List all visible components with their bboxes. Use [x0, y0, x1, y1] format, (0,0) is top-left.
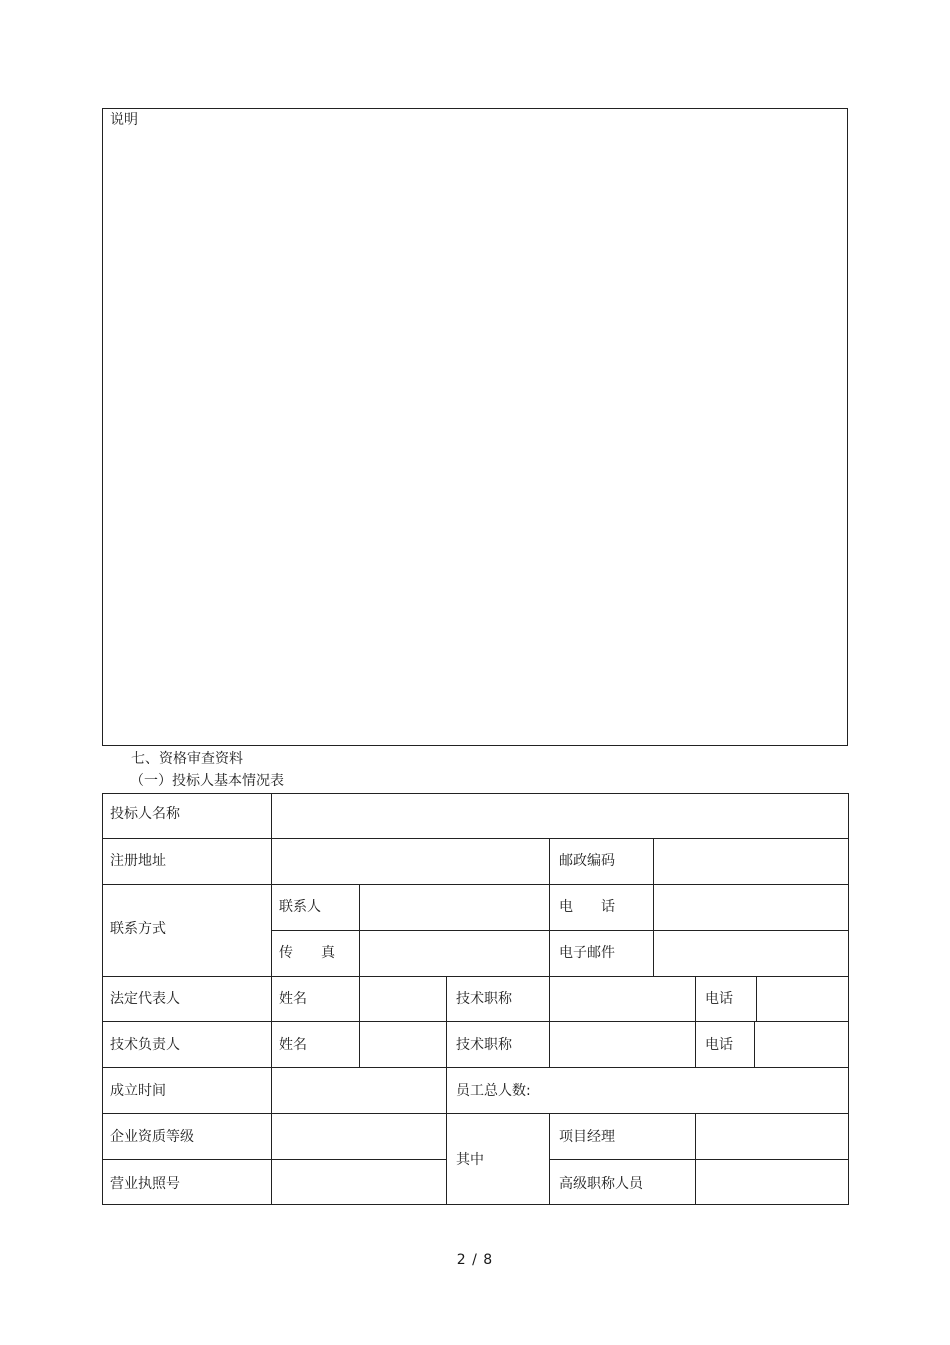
page-number: 2 / 8 — [456, 1252, 494, 1268]
table-rule — [695, 976, 696, 1067]
table-rule — [102, 1113, 849, 1114]
label-postal-code: 邮政编码 — [559, 853, 615, 869]
table-rule — [102, 1159, 447, 1160]
table-rule — [102, 1204, 849, 1205]
table-rule — [102, 884, 849, 885]
label-project-manager: 项目经理 — [559, 1129, 615, 1145]
label-legal-rep-name: 姓名 — [279, 991, 307, 1007]
table-rule — [102, 1067, 849, 1068]
label-legal-rep-tech-title: 技术职称 — [456, 991, 512, 1007]
table-rule — [653, 838, 654, 976]
table-rule — [102, 976, 849, 977]
note-box-label: 说明 — [110, 112, 138, 128]
table-rule — [102, 793, 849, 794]
label-license-no: 营业执照号 — [110, 1176, 180, 1192]
label-email: 电子邮件 — [559, 945, 615, 961]
table-rule — [446, 976, 447, 1205]
table-rule — [848, 793, 849, 1205]
label-founded: 成立时间 — [110, 1083, 166, 1099]
table-rule — [102, 793, 103, 1205]
table-rule — [102, 838, 849, 839]
label-qualification-level: 企业资质等级 — [110, 1129, 194, 1145]
table-rule — [102, 1021, 849, 1022]
table-rule — [549, 1113, 550, 1205]
label-tech-lead: 技术负责人 — [110, 1037, 180, 1053]
label-bidder-name: 投标人名称 — [110, 806, 180, 822]
table-rule — [271, 930, 849, 931]
label-legal-rep-phone: 电话 — [705, 991, 733, 1007]
table-rule — [271, 793, 272, 1205]
table-rule — [549, 1159, 849, 1160]
label-senior-staff: 高级职称人员 — [559, 1176, 643, 1192]
label-among: 其中 — [456, 1152, 484, 1168]
label-tech-lead-name: 姓名 — [279, 1037, 307, 1053]
label-phone-spaced: 电 话 — [559, 899, 615, 915]
label-total-staff: 员工总人数: — [456, 1083, 531, 1099]
label-tech-lead-tech-title: 技术职称 — [456, 1037, 512, 1053]
label-tech-lead-phone: 电话 — [705, 1037, 733, 1053]
table-rule — [549, 838, 550, 976]
table-rule — [549, 976, 550, 1067]
table-rule — [756, 976, 757, 1021]
label-contact-method: 联系方式 — [110, 921, 166, 937]
label-fax: 传 真 — [279, 945, 335, 961]
subsection-heading: （一）投标人基本情况表 — [130, 773, 284, 789]
section-heading: 七、资格审查资料 — [131, 751, 243, 767]
table-rule — [695, 1113, 696, 1205]
note-box — [102, 108, 848, 746]
label-contact-person: 联系人 — [279, 899, 321, 915]
label-legal-rep: 法定代表人 — [110, 991, 180, 1007]
table-rule — [754, 1021, 755, 1067]
label-registered-address: 注册地址 — [110, 853, 166, 869]
table-rule — [359, 884, 360, 1067]
